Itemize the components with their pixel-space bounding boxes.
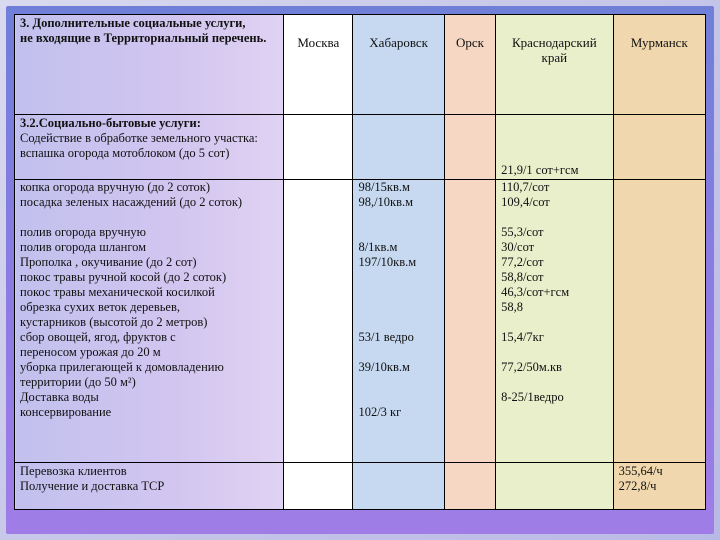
price-value: 8/1кв.м [358, 240, 398, 254]
murmansk-prices-cell [613, 463, 705, 510]
krasnodar-prices-cell [496, 180, 614, 463]
header-khabarovsk: Хабаровск [353, 15, 444, 115]
price-value [501, 375, 608, 390]
price-value: 46,3/сот+гсм [501, 285, 570, 299]
price-value: 110,7/сот [501, 180, 550, 194]
cell-orsk [444, 115, 495, 180]
price-value: 98,/10кв.м [358, 195, 414, 209]
price-value: 77,2/50м.кв [501, 360, 562, 374]
price-value [358, 210, 438, 225]
price-value: 30/сот [501, 240, 535, 254]
header-krasnodar: Краснодарский край [496, 15, 614, 115]
khabarovsk-prices-cell [353, 180, 444, 463]
price-value: 15,4/7кг [501, 330, 544, 344]
price-value: 355,64/ч [618, 464, 663, 478]
price-value: 8-25/1ведро [501, 390, 564, 404]
list-item: кустарников (высотой до 2 метров) [20, 315, 208, 329]
list-item: сбор овощей, ягод, фруктов с [20, 330, 176, 344]
list-item: переносом урожая до 20 м [20, 345, 161, 359]
table-row [15, 115, 706, 180]
header-service: 3. Дополнительные социальные услуги, не входящие в Территориальный перечень. [15, 15, 284, 115]
list-item: полив огорода шлангом [20, 240, 147, 254]
list-item [20, 210, 278, 225]
cell-krasnodar [496, 115, 614, 180]
header-moskva: Москва [284, 15, 353, 115]
services-list-cell [15, 180, 284, 463]
first-item-price: 21,9/1 сот+гсм [501, 163, 579, 177]
cell-khabarovsk [353, 115, 444, 180]
section-intro: Содействие в обработке земельного участка: [20, 131, 258, 145]
list-item: консервирование [20, 405, 112, 419]
transport-services-cell [15, 463, 284, 510]
cell-orsk [444, 180, 495, 463]
price-value: 109,4/сот [501, 195, 550, 209]
cell-moskva [284, 180, 353, 463]
price-value [358, 345, 438, 360]
price-value: 272,8/ч [618, 479, 657, 493]
price-value [358, 270, 438, 285]
cell-khabarovsk [353, 463, 444, 510]
table-header-row [15, 15, 706, 115]
header-murmansk: Мурманск [613, 15, 705, 115]
price-value [501, 315, 608, 330]
price-value: 102/3 кг [358, 405, 402, 419]
cell-moskva [284, 463, 353, 510]
list-item: Получение и доставка ТСР [20, 479, 165, 493]
table-row [15, 463, 706, 510]
first-item: вспашка огорода мотоблоком (до 5 сот) [20, 146, 230, 160]
price-value [501, 345, 608, 360]
section-title: 3.2.Социально-бытовые услуги: [20, 116, 201, 130]
price-value [358, 225, 438, 240]
list-item: уборка прилегающей к домовладению [20, 360, 224, 374]
price-value: 39/10кв.м [358, 360, 410, 374]
list-item: обрезка сухих веток деревьев, [20, 300, 181, 314]
cell-krasnodar [496, 463, 614, 510]
price-value [358, 315, 438, 330]
table-row [15, 180, 706, 463]
price-value: 98/15кв.м [358, 180, 410, 194]
price-value [358, 300, 438, 315]
cell-murmansk [613, 115, 705, 180]
price-value: 58,8/сот [501, 270, 544, 284]
list-item: территории (до 50 м²) [20, 375, 136, 389]
price-value: 58,8 [501, 300, 523, 314]
price-value [501, 210, 608, 225]
cell-moskva [284, 115, 353, 180]
price-value: 77,2/сот [501, 255, 544, 269]
price-value [358, 285, 438, 300]
header-orsk: Орск [444, 15, 495, 115]
list-item: Перевозка клиентов [20, 464, 127, 478]
list-item: копка огорода вручную (до 2 соток) [20, 180, 211, 194]
list-item: покос травы механической косилкой [20, 285, 215, 299]
price-value: 197/10кв.м [358, 255, 417, 269]
price-value: 53/1 ведро [358, 330, 414, 344]
cell-orsk [444, 463, 495, 510]
services-price-table [14, 14, 706, 510]
section-cell [15, 115, 284, 180]
list-item: Доставка воды [20, 390, 99, 404]
list-item: полив огорода вручную [20, 225, 147, 239]
list-item: Прополка , окучивание (до 2 сот) [20, 255, 197, 269]
price-value: 55,3/сот [501, 225, 544, 239]
price-value [358, 375, 438, 390]
price-value [501, 405, 608, 420]
cell-murmansk [613, 180, 705, 463]
list-item: покос травы ручной косой (до 2 соток) [20, 270, 227, 284]
list-item: посадка зеленых насаждений (до 2 соток) [20, 195, 243, 209]
price-value [358, 390, 438, 405]
